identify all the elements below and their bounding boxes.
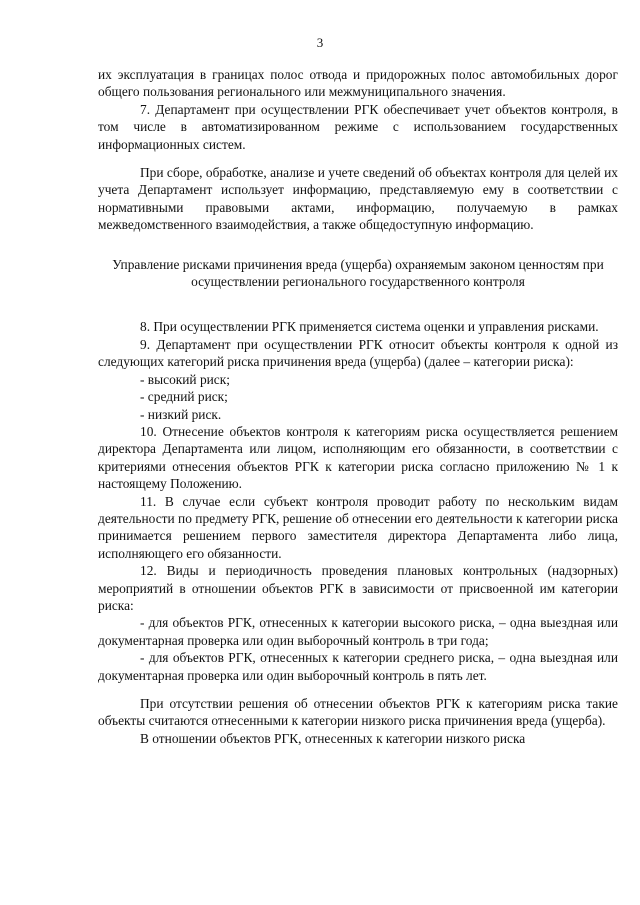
paragraph-information-use: При сборе, обработке, анализе и учете сведений об объектах контроля для целей их учета Департамент использует информацию, представляемую ему в соответствии с нормативными правовыми актами, информацию, получаемую в рамках межведомственного взаимодействия, а также общедоступную информацию. [98,165,618,233]
risk-category-low: - низкий риск. [140,406,222,422]
inspection-frequency-medium: - для объектов РГК, отнесенных к категории среднего риска, – одна выездная или документарная проверка или один выборочный контроль в пять лет. [98,650,618,683]
paragraph-11: 11. В случае если субъект контроля проводит работу по нескольким видам деятельности по предмету РГК, решение об отнесении его деятельности к категории риска принимается решением первого заместителя директора Департамента либо лица, исполняющего его обязанности. [98,493,618,561]
paragraph-low-risk-objects: В отношении объектов РГК, отнесенных к категории низкого риска [140,730,526,746]
paragraph-12: 12. Виды и периодичность проведения плановых контрольных (надзорных) мероприятий в отношении объектов РГК в зависимости от присвоенной им категории риска: [98,563,618,613]
paragraph-8: 8. При осуществлении РГК применяется система оценки и управления рисками. [140,319,599,335]
paragraph-continuation: их эксплуатация в границах полос отвода и придорожных полос автомобильных дорог общего пользования регионального или межмуниципального значения. [98,67,618,100]
section-heading: Управление рисками причинения вреда (ущерба) охраняемым законом ценностям при осуществлении регионального государственного контроля [112,256,604,290]
paragraph-9: 9. Департамент при осуществлении РГК относит объекты контроля к одной из следующих категорий риска причинения вреда (ущерба) (далее – категории риска): [98,336,618,370]
document-body [98,66,618,747]
page-number: 3 [316,35,324,50]
risk-category-high: - высокий риск; [140,371,230,387]
paragraph-7: 7. Департамент при осуществлении РГК обеспечивает учет объектов контроля, в том числе в автоматизированном режиме с использованием государственных информационных систем. [98,101,618,152]
risk-category-medium: - средний риск; [140,389,228,405]
paragraph-10: 10. Отнесение объектов контроля к категориям риска осуществляется решением директора Департамента или лицом, исполняющим его обязанности, в соответствии с критериями отнесения объектов РГК к категории риска согласно приложению № 1 к настоящему Положению. [98,423,618,492]
paragraph-default-low-risk: При отсутствии решения об отнесении объектов РГК к категориям риска такие объекты считаются отнесенными к категории низкого риска причинения вреда (ущерба). [98,696,618,729]
inspection-frequency-high: - для объектов РГК, отнесенных к категории высокого риска, – одна выездная или документарная проверка или один выборочный контроль в три года; [98,615,618,648]
